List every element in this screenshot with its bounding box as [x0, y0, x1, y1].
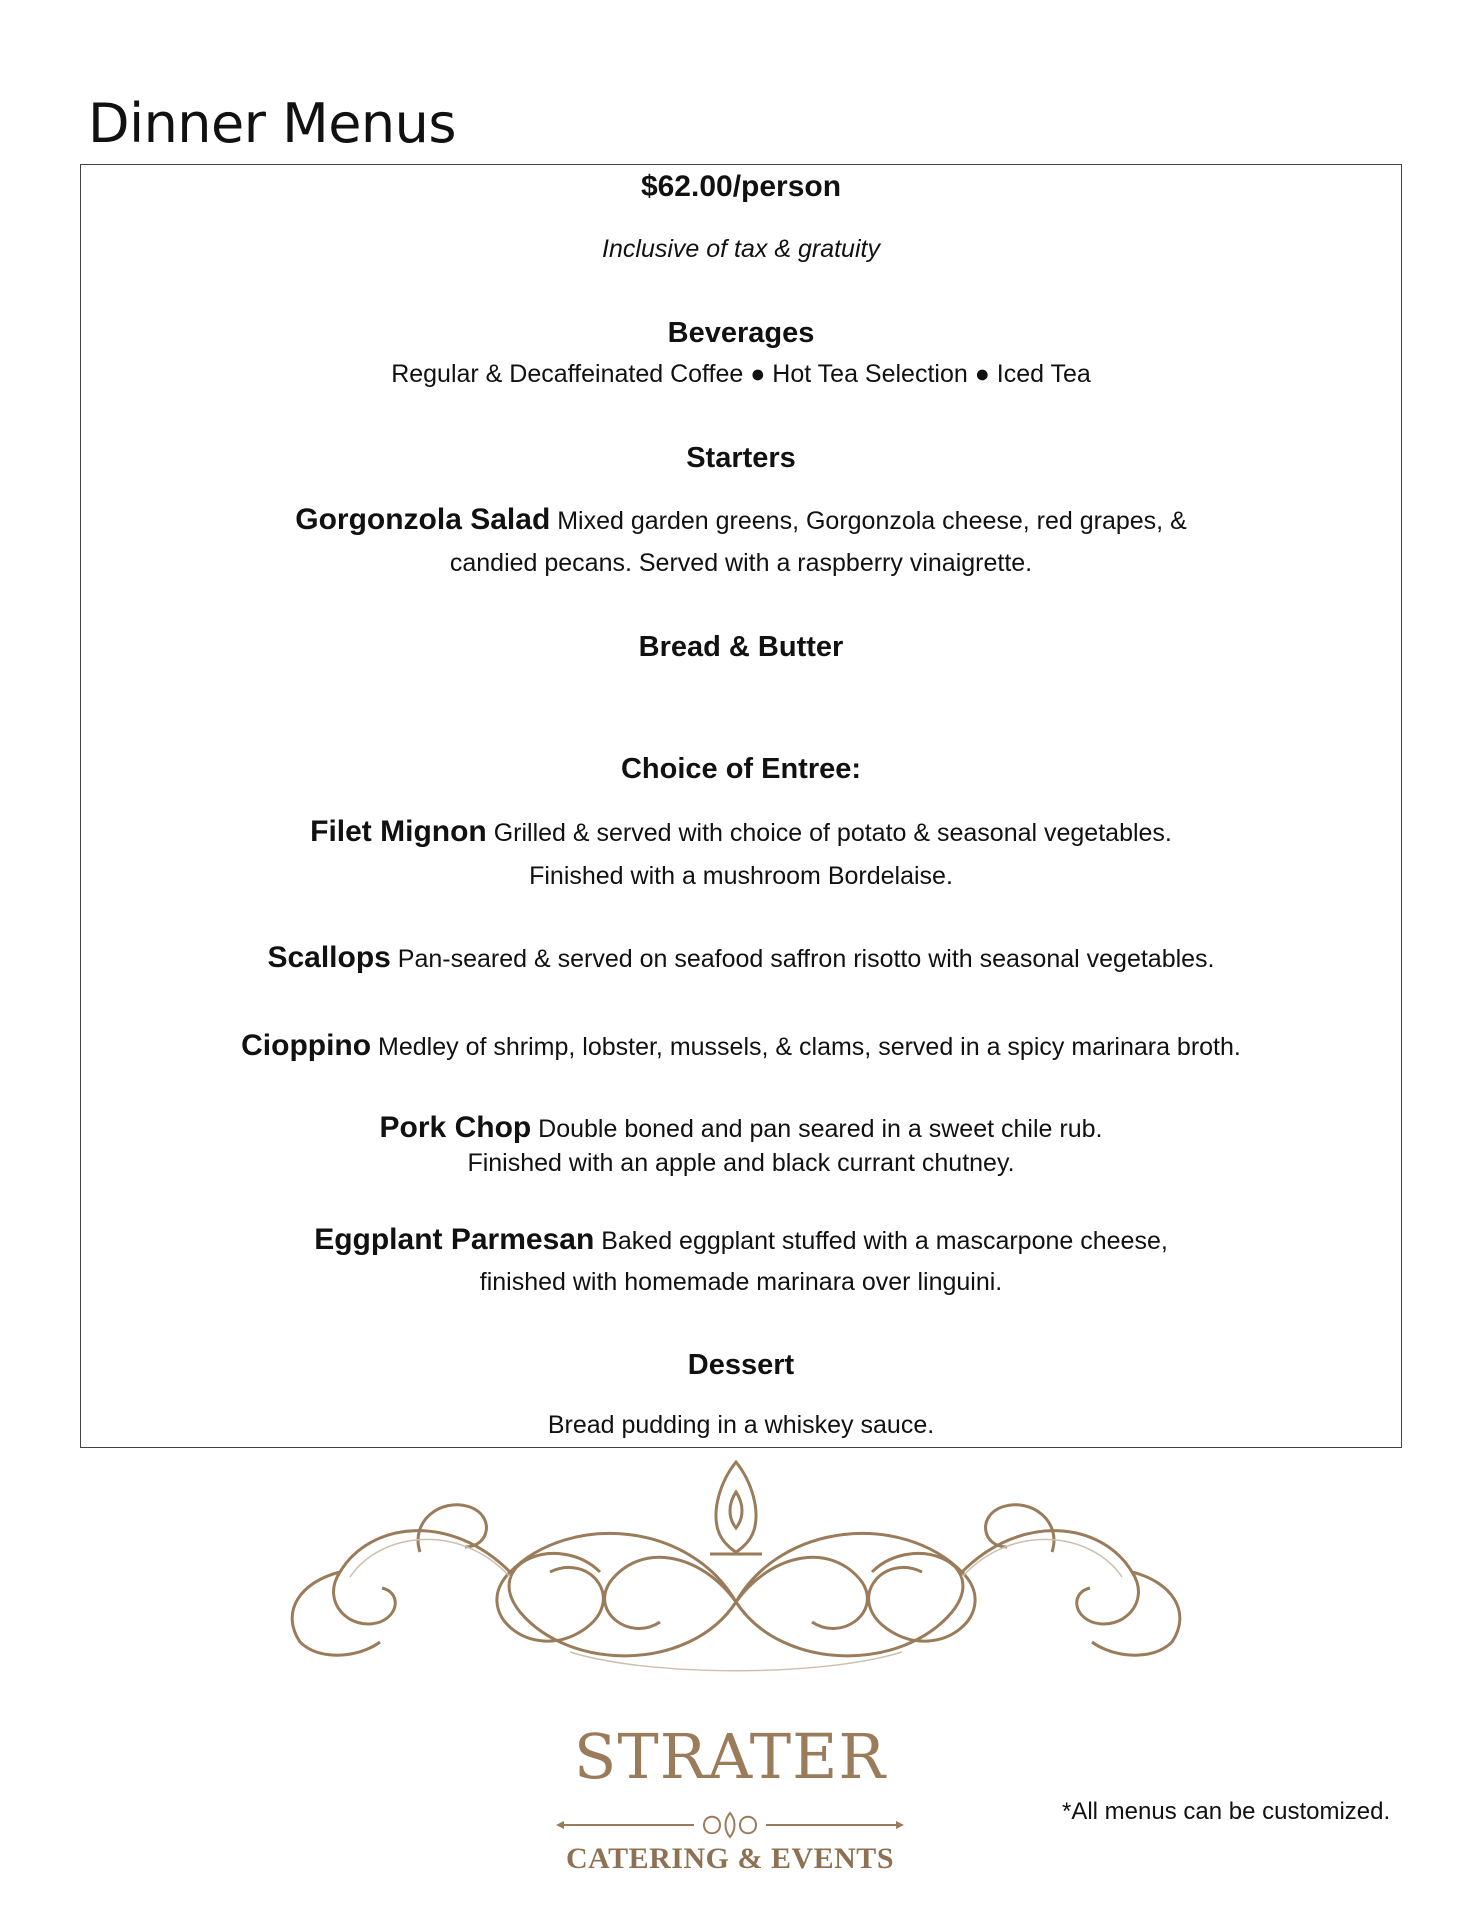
entree-item [81, 1223, 1401, 1257]
dessert-desc: Bread pudding in a whiskey sauce. [547, 1411, 935, 1439]
price-note: Inclusive of tax & gratuity [602, 235, 880, 263]
entree-desc: Medley of shrimp, lobster, mussels, & clams, served in a spicy marinara broth. [371, 1033, 1241, 1061]
entree-name: Scallops [267, 941, 391, 974]
beverages-heading: Beverages [667, 317, 815, 349]
entree-name: Cioppino [241, 1029, 372, 1062]
entree-desc-continued: finished with homemade marinara over linguini. [479, 1268, 1003, 1296]
starter-desc-continued: candied pecans. Served with a raspberry vinaigrette. [449, 549, 1033, 577]
dessert-heading: Dessert [687, 1349, 795, 1381]
menu-price: $62.00/person [640, 170, 842, 203]
entree-item [81, 1111, 1401, 1145]
entree-desc-continued: Finished with an apple and black currant chutney. [467, 1149, 1015, 1177]
starters-heading: Starters [686, 442, 796, 474]
strater-logo [540, 1718, 920, 1908]
entree-name: Eggplant Parmesan [314, 1223, 595, 1256]
starter-item [81, 503, 1401, 537]
entree-item [81, 1029, 1401, 1063]
entree-desc: Grilled & served with choice of potato & seasonal vegetables. [486, 819, 1172, 847]
entree-heading: Choice of Entree: [620, 753, 862, 785]
entree-desc-continued: Finished with a mushroom Bordelaise. [529, 862, 953, 890]
entree-desc: Baked eggplant stuffed with a mascarpone cheese, [594, 1227, 1168, 1255]
customization-footnote: *All menus can be customized. [1062, 1798, 1391, 1825]
starter-name: Gorgonzola Salad [295, 503, 551, 536]
bread-heading: Bread & Butter [638, 631, 844, 663]
menu-box [80, 164, 1402, 1448]
logo-wordmark: STRATER [573, 1720, 887, 1793]
logo-tagline: CATERING & EVENTS [566, 1842, 894, 1875]
entree-name: Pork Chop [379, 1111, 532, 1144]
beverages-items: Regular & Decaffeinated Coffee ● Hot Tea Selection ● Iced Tea [391, 360, 1091, 388]
entree-name: Filet Mignon [310, 815, 487, 848]
entree-item [81, 815, 1401, 849]
entree-desc: Pan-seared & served on seafood saffron risotto with seasonal vegetables. [390, 945, 1215, 973]
page-title: Dinner Menus [88, 92, 457, 155]
starter-desc: Mixed garden greens, Gorgonzola cheese, red grapes, & [550, 507, 1187, 535]
flourish-ornament-icon [270, 1452, 1202, 1684]
entree-item [81, 941, 1401, 975]
logo-divider-icon [554, 1810, 906, 1840]
entree-desc: Double boned and pan seared in a sweet chile rub. [531, 1115, 1103, 1143]
